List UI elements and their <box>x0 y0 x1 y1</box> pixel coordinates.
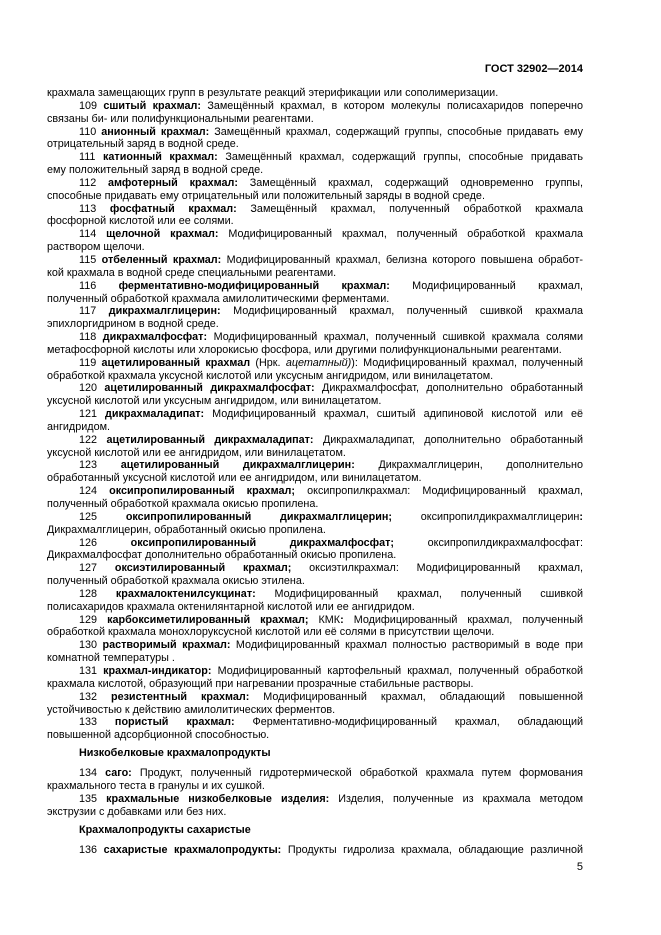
definition-text: отрицательный заряд в водной среде. <box>47 138 239 151</box>
term-name: : <box>340 613 344 626</box>
text-line <box>47 293 583 306</box>
term-entry <box>47 408 583 434</box>
text-line <box>47 588 583 601</box>
definition-text: полученный обработкой крахмала окисью этилена. <box>47 575 305 588</box>
definition-text: полученный обработкой крахмала амилолитическими ферментами. <box>47 292 390 305</box>
term-entry <box>47 280 583 306</box>
entry-number: 114 <box>79 228 97 241</box>
text-line <box>47 203 583 216</box>
definition-text: полисахаридов крахмала октенилянтарной кислотой или ее ангидридом. <box>47 600 415 613</box>
text-line <box>47 305 583 318</box>
text-line <box>47 357 583 370</box>
definition-text: Модифицированный крахмал, полученный сшивкой <box>255 587 583 600</box>
definition-text: оксипропилдикрахмалфосфат: <box>394 536 583 549</box>
text-line <box>47 704 583 717</box>
term-entry <box>47 459 583 485</box>
term-entry <box>47 844 583 857</box>
term-name: резистентный крахмал: <box>110 690 250 703</box>
text-line <box>47 382 583 395</box>
term-entry <box>47 228 583 254</box>
definition-text: связаны би- или полифункциональными реагентами. <box>47 112 314 125</box>
definition-text: уксусной кислотой или уксусным ангидридом, или винилацетатом. <box>47 395 382 408</box>
entry-number: 118 <box>79 331 97 344</box>
text-line <box>47 485 583 498</box>
text-line <box>47 806 583 819</box>
term-name: ацетилированный дикрахмалфосфат: <box>104 382 315 395</box>
text-line <box>47 113 583 126</box>
text-line <box>47 691 583 704</box>
text-line <box>47 665 583 678</box>
term-entry <box>47 793 583 819</box>
definition-text: эпихлоргидрином в водной среде. <box>47 318 219 331</box>
term-entry <box>47 562 583 588</box>
text-line <box>47 498 583 511</box>
definition-text: комнатной температуры . <box>47 652 175 665</box>
entry-number: 124 <box>79 485 98 498</box>
text-line <box>47 408 583 421</box>
entry-number: 125 <box>79 510 98 523</box>
definition-text: оксипропилдикрахмалглицерин <box>391 510 580 523</box>
text-line <box>47 601 583 614</box>
definition-text: Замещённый крахмал, содержащий группы, способные придавать ему <box>209 125 584 138</box>
entry-number: 132 <box>79 690 98 703</box>
definition-text: Дикрахмаладипат, дополнительно обработанный <box>313 433 583 446</box>
term-entry <box>47 665 583 691</box>
definition-text: КМК <box>308 613 341 626</box>
term-name: сшитый крахмал: <box>103 99 201 112</box>
entry-continuation <box>47 87 583 100</box>
definition-text: (Нрк. <box>250 356 286 369</box>
text-line <box>47 447 583 460</box>
entry-number: 131 <box>79 664 98 677</box>
entry-number: 113 <box>79 202 97 215</box>
definition-text: полученный обработкой крахмала окисью пропилена. <box>47 498 319 510</box>
definition-text: повышенной адсорбционной способностью. <box>47 729 270 742</box>
definition-text: крахмала кислотой, образующий при нагревании прозрачные стабильные растворы. <box>47 677 474 690</box>
text-line <box>47 241 583 254</box>
term-name: саго: <box>105 767 132 780</box>
text-line <box>47 100 583 113</box>
entry-number: 133 <box>79 716 98 729</box>
text-line <box>47 87 583 100</box>
definition-text: Модифицированный крахмал, полученный <box>343 613 583 626</box>
definition-text: Модифицированный крахмал, белизна которого повышена обработ- <box>221 253 583 266</box>
entry-number: 122 <box>79 433 98 446</box>
text-line <box>47 793 583 806</box>
definition-text: оксипропилкрахмал: Модифицированный крахмал, <box>295 485 584 498</box>
text-line <box>47 639 583 652</box>
term-name: ацетилированный дикрахмалглицерин: <box>120 459 355 472</box>
definition-text: крахмала замещающих групп в результате реакций этерификации или сополимеризации. <box>47 87 499 99</box>
definition-text: Модифицированный крахмал, полученный обработкой крахмала <box>218 228 583 241</box>
definition-text: Продукты гидролиза крахмала, обладающие различной <box>281 844 584 857</box>
definition-text: Модифицированный крахмал полностью растворимый в воде при <box>230 639 584 652</box>
definition-text: обработкой крахмала уксусной кислотой или уксусным ангидридом, или винилацетатом. <box>47 369 494 382</box>
entry-number: 112 <box>79 176 97 189</box>
entry-number: 130 <box>79 639 98 652</box>
term-name: оксипропилированный крахмал; <box>109 485 295 498</box>
entry-number: 116 <box>79 279 97 292</box>
text-line <box>47 331 583 344</box>
text-line <box>47 767 583 780</box>
term-name: катионный крахмал: <box>103 151 218 164</box>
text-line <box>47 126 583 139</box>
definition-text: устойчивостью к действию амилолитических ферментов. <box>47 703 336 716</box>
entry-number: 134 <box>79 767 98 780</box>
entry-number: 120 <box>79 382 98 395</box>
text-line <box>47 537 583 550</box>
definition-text: раствором щелочи. <box>47 241 145 254</box>
entry-number: 109 <box>79 99 98 112</box>
text-line <box>47 138 583 151</box>
entry-number: 121 <box>79 408 98 421</box>
text-line <box>47 729 583 742</box>
entry-number: 127 <box>79 562 98 575</box>
definition-text: Замещённый крахмал, содержащий группы, способные придавать <box>217 151 583 164</box>
term-name: : <box>579 510 583 523</box>
term-name: крахмалоктенилсукцинат: <box>115 587 256 600</box>
definition-text: уксусной кислотой или ее ангидридом, или винилацетатом. <box>47 446 346 459</box>
text-line <box>47 190 583 203</box>
entry-number: 136 <box>79 844 98 857</box>
text-line <box>47 472 583 485</box>
definition-text: Ферментативно-модифицированный крахмал, обладающий <box>234 716 584 729</box>
text-line <box>47 395 583 408</box>
term-entry <box>47 382 583 408</box>
document-code-header: ГОСТ 32902—2014 <box>484 63 583 75</box>
text-line <box>47 228 583 241</box>
definition-text: Модифицированный крахмал, сшитый адипиновой кислотой или её <box>204 408 584 421</box>
term-entry <box>47 767 583 793</box>
term-name: сахаристые крахмалопродукты: <box>103 844 282 857</box>
entry-number: 135 <box>79 793 98 806</box>
term-name: растворимый крахмал: <box>102 639 231 652</box>
document-body <box>47 87 583 857</box>
term-entry <box>47 254 583 280</box>
definition-text: Модифицированный крахмал, обладающий повышенной <box>249 690 583 703</box>
text-line <box>47 716 583 729</box>
term-note: ацетатный) <box>285 356 352 369</box>
term-entry <box>47 434 583 460</box>
definition-text: Дикрахмалфосфат, дополнительно обработанный <box>314 382 584 395</box>
text-line <box>47 177 583 190</box>
entry-number: 128 <box>79 587 98 600</box>
definition-text: фосфорной кислотой или ее солями. <box>47 215 234 228</box>
term-name: оксипропилированный дикрахмалглицерин; <box>125 510 392 523</box>
text-line <box>47 370 583 383</box>
term-entry <box>47 100 583 126</box>
text-line <box>47 626 583 639</box>
definition-text: Изделия, полученные из крахмала методом <box>329 793 584 806</box>
text-line <box>47 562 583 575</box>
page-number: 5 <box>576 861 583 873</box>
definition-text: способные придавать ему отрицательный или положительный заряды в водной среде. <box>47 189 485 202</box>
term-name: ацетилированный крахмал <box>101 356 251 369</box>
definition-text: экструзии с добавками или без них. <box>47 805 227 818</box>
term-entry <box>47 203 583 229</box>
definition-text: ангидридом. <box>47 420 110 433</box>
definition-text: Модифицированный крахмал, <box>389 279 584 292</box>
text-line <box>47 164 583 177</box>
term-entry <box>47 331 583 357</box>
term-name: крахмальные низкобелковые изделия: <box>106 793 330 806</box>
text-line <box>47 614 583 627</box>
term-name: оксипропилированный дикрахмалфосфат; <box>130 536 394 549</box>
term-entry <box>47 537 583 563</box>
term-entry <box>47 639 583 665</box>
text-line <box>47 344 583 357</box>
definition-text: Замещённый крахмал, в котором молекулы полисахаридов поперечно <box>200 99 583 112</box>
text-line <box>47 267 583 280</box>
term-entry <box>47 485 583 511</box>
definition-text: Замещённый крахмал, полученный обработкой крахмала <box>236 202 583 215</box>
definition-text: метафосфорной кислоты или хлорокисью фосфора, или другими полифункциональными реагентами. <box>47 343 562 356</box>
text-line <box>47 524 583 537</box>
text-line <box>47 151 583 164</box>
section-heading: Крахмалопродукты сахаристые <box>79 823 251 836</box>
definition-text: Продукт, полученный гидротермической обработкой крахмала путем формования <box>131 767 583 780</box>
text-line <box>47 652 583 665</box>
term-name: амфотерный крахмал: <box>108 176 238 189</box>
term-entry <box>47 691 583 717</box>
definition-text: Замещённый крахмал, содержащий одновременно группы, <box>237 176 584 189</box>
term-entry <box>47 716 583 742</box>
entry-number: 129 <box>79 613 98 626</box>
term-name: ферментативно-модифицированный крахмал: <box>118 279 390 292</box>
term-entry <box>47 614 583 640</box>
term-name: дикрахмалфосфат: <box>102 331 208 344</box>
term-name: пористый крахмал: <box>114 716 235 729</box>
definition-text: ): Модифицированный крахмал, полученный <box>351 356 583 369</box>
definition-text: кой крахмала в водной среде специальными реагентами. <box>47 266 337 279</box>
term-name: карбоксиметилированный крахмал; <box>107 613 309 626</box>
text-line <box>47 254 583 267</box>
definition-text: Модифицированный картофельный крахмал, полученный обработкой <box>211 664 584 677</box>
term-name: дикрахмалглицерин: <box>108 305 221 318</box>
definition-text: ему положительный заряд в водной среде. <box>47 164 264 177</box>
definition-text: Модифицированный крахмал, полученный сшивкой крахмала солями <box>207 331 583 344</box>
text-line <box>47 511 583 524</box>
entry-number: 115 <box>79 253 97 266</box>
definition-text: обработкой крахмала монохлоруксусной кислотой или её солями в присутствии щелочи. <box>47 626 495 639</box>
text-line <box>47 421 583 434</box>
term-entry <box>47 177 583 203</box>
entry-number: 119 <box>79 356 97 369</box>
term-entry <box>47 126 583 152</box>
definition-text: оксиэтилкрахмал: Модифицированный крахмал, <box>291 562 584 575</box>
definition-text: Дикрахмалглицерин, обработанный окисью пропилена. <box>47 523 326 536</box>
text-line <box>47 678 583 691</box>
term-name: крахмал-индикатор: <box>103 664 212 677</box>
entry-number: 110 <box>79 125 97 138</box>
text-line <box>47 318 583 331</box>
term-entry <box>47 305 583 331</box>
term-entry <box>47 588 583 614</box>
text-line <box>47 280 583 293</box>
definition-text: Модифицированный крахмал, полученный сшивкой крахмала <box>220 305 583 318</box>
entry-number: 126 <box>79 536 98 549</box>
entry-number: 111 <box>79 151 96 164</box>
text-line <box>47 215 583 228</box>
definition-text: Дикрахмалглицерин, дополнительно <box>354 459 583 472</box>
definition-text: Дикрахмалфосфат дополнительно обработанный окисью пропилена. <box>47 549 397 562</box>
text-line <box>47 459 583 472</box>
term-name: ацетилированный дикрахмаладипат: <box>106 433 314 446</box>
term-name: отбеленный крахмал: <box>101 253 222 266</box>
text-line <box>47 780 583 793</box>
term-name: фосфатный крахмал: <box>109 202 237 215</box>
text-line <box>47 575 583 588</box>
term-entry <box>47 357 583 383</box>
text-line <box>47 844 583 857</box>
term-name: щелочной крахмал: <box>106 228 219 241</box>
term-entry <box>47 151 583 177</box>
entry-number: 117 <box>79 305 97 318</box>
term-name: анионный крахмал: <box>101 125 210 138</box>
definition-text: обработанный уксусной кислотой или ее ангидридом, или винилацетатом. <box>47 472 422 485</box>
text-line <box>47 434 583 447</box>
term-entry <box>47 511 583 537</box>
definition-text: крахмального теста в гранулы и их сушкой. <box>47 780 265 793</box>
term-name: дикрахмаладипат: <box>105 408 205 421</box>
section-heading: Низкобелковые крахмалопродукты <box>79 747 271 760</box>
entry-number: 123 <box>79 459 98 472</box>
term-name: оксиэтилированный крахмал; <box>114 562 292 575</box>
text-line <box>47 549 583 562</box>
